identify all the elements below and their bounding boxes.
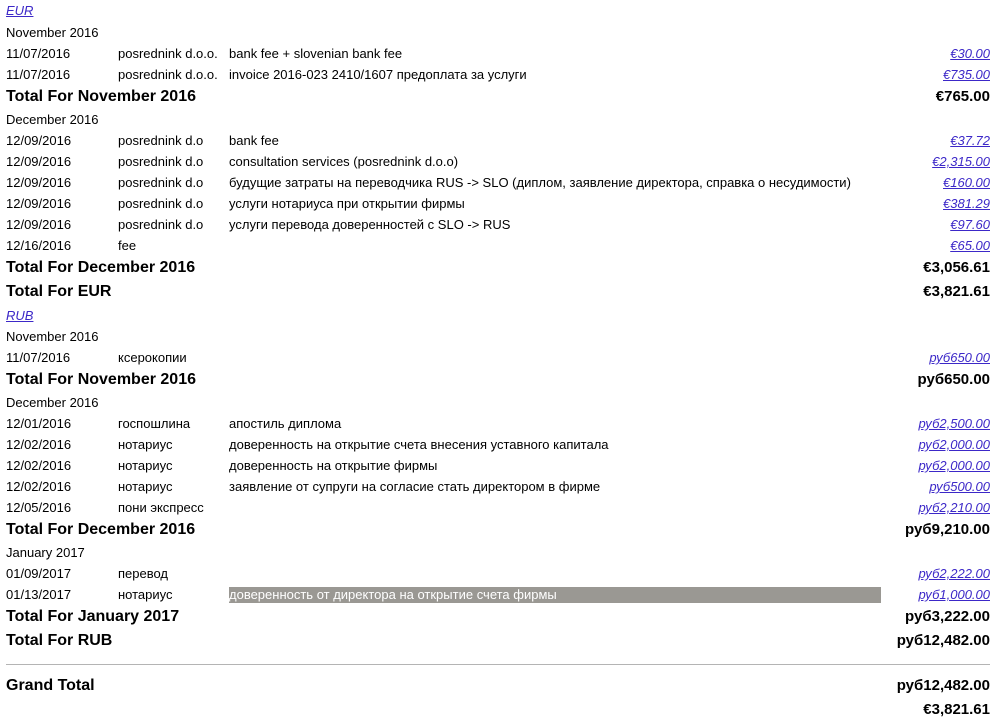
row-date: 12/09/2016	[6, 175, 72, 190]
subtotal-amount: руб650.00	[917, 371, 990, 388]
month-header	[6, 109, 990, 130]
subtotal-amount: €3,056.61	[923, 259, 990, 276]
grand-total-label: Grand Total	[6, 677, 95, 694]
row-memo: доверенность на открытие фирмы	[229, 458, 438, 473]
currency-link-rub[interactable]: RUB	[6, 308, 34, 323]
table-row	[6, 193, 990, 214]
month-header	[6, 326, 990, 347]
row-amount-link[interactable]: руб500.00	[929, 479, 990, 494]
row-memo: будущие затраты на переводчика RUS -> SLO (диплом, заявление директора, справка о несудимости)	[229, 175, 851, 190]
row-payee: posrednink d.o	[118, 175, 204, 190]
row-date: 12/09/2016	[6, 217, 72, 232]
row-memo: bank fee	[229, 133, 279, 148]
table-row	[6, 64, 990, 85]
table-row	[6, 584, 990, 605]
month-label: January 2017	[6, 545, 85, 560]
row-memo: услуги нотариуса при открытии фирмы	[229, 196, 465, 211]
row-amount-link[interactable]: €2,315.00	[932, 154, 990, 169]
row-amount-link[interactable]: руб2,000.00	[918, 437, 990, 452]
month-label: December 2016	[6, 112, 99, 127]
table-row	[6, 497, 990, 518]
row-payee: posrednink d.o	[118, 154, 204, 169]
row-payee: нотариус	[118, 479, 173, 494]
table-row	[6, 347, 990, 368]
row-amount-link[interactable]: руб2,500.00	[918, 416, 990, 431]
row-amount-link[interactable]: руб1,000.00	[918, 587, 990, 602]
currency-link-eur[interactable]: EUR	[6, 3, 34, 18]
currency-total-label: Total For EUR	[6, 283, 112, 300]
table-row	[6, 563, 990, 584]
row-payee: posrednink d.o	[118, 196, 204, 211]
subtotal-amount: руб9,210.00	[905, 521, 990, 538]
row-payee: нотариус	[118, 587, 173, 602]
row-amount-link[interactable]: €735.00	[943, 67, 990, 82]
row-date: 12/09/2016	[6, 133, 72, 148]
row-payee: нотариус	[118, 458, 173, 473]
row-date: 12/02/2016	[6, 437, 72, 452]
row-payee: ксерокопии	[118, 350, 187, 365]
currency-total-row	[6, 629, 990, 653]
row-date: 12/16/2016	[6, 238, 72, 253]
row-date: 01/13/2017	[6, 587, 72, 602]
row-payee: fee	[118, 238, 137, 253]
table-row	[6, 43, 990, 64]
table-row	[6, 434, 990, 455]
row-payee: госпошлина	[118, 416, 191, 431]
table-row	[6, 130, 990, 151]
subtotal-label: Total For December 2016	[6, 259, 196, 276]
row-payee: posrednink d.o	[118, 133, 204, 148]
row-date: 12/02/2016	[6, 458, 72, 473]
row-amount-link[interactable]: руб2,222.00	[918, 566, 990, 581]
row-amount-link[interactable]: €160.00	[943, 175, 990, 190]
table-row	[6, 172, 990, 193]
row-amount-link[interactable]: €30.00	[950, 46, 990, 61]
row-memo: consultation services (posrednink d.o.o)	[229, 154, 459, 169]
row-amount-link[interactable]: руб2,000.00	[918, 458, 990, 473]
row-memo: заявление от супруги на согласие стать директором в фирме	[229, 479, 601, 494]
row-memo: invoice 2016-023 2410/1607 предоплата за услуги	[229, 67, 527, 82]
row-memo-selected[interactable]	[229, 584, 881, 605]
subtotal-row	[6, 256, 990, 280]
subtotal-row	[6, 518, 990, 542]
currency-total-label: Total For RUB	[6, 632, 113, 649]
subtotal-label: Total For December 2016	[6, 521, 196, 538]
month-label: November 2016	[6, 329, 99, 344]
row-amount-link[interactable]: €381.29	[943, 196, 990, 211]
row-amount-link[interactable]: руб2,210.00	[918, 500, 990, 515]
row-date: 11/07/2016	[6, 67, 71, 82]
subtotal-row	[6, 85, 990, 109]
row-date: 01/09/2017	[6, 566, 72, 581]
row-memo: доверенность на открытие счета внесения уставного капитала	[229, 437, 609, 452]
currency-total-amount: €3,821.61	[923, 283, 990, 300]
month-label: November 2016	[6, 25, 99, 40]
grand-total-row	[6, 674, 990, 698]
grand-total-row-eur	[6, 698, 990, 722]
row-amount-link[interactable]: €65.00	[950, 238, 990, 253]
grand-total-eur: €3,821.61	[923, 701, 990, 718]
row-date: 12/02/2016	[6, 479, 72, 494]
report	[6, 0, 990, 653]
grand-total	[6, 674, 990, 724]
subtotal-label: Total For November 2016	[6, 371, 196, 388]
row-payee: перевод	[118, 566, 169, 581]
table-row	[6, 476, 990, 497]
row-amount-link[interactable]: руб650.00	[929, 350, 990, 365]
table-row	[6, 151, 990, 172]
selected-memo-text[interactable]: доверенность от директора на открытие счета фирмы	[229, 587, 881, 603]
table-row	[6, 413, 990, 434]
row-payee: posrednink d.o.o.	[118, 67, 218, 82]
row-payee: нотариус	[118, 437, 173, 452]
month-header	[6, 22, 990, 43]
subtotal-label: Total For January 2017	[6, 608, 180, 625]
subtotal-label: Total For November 2016	[6, 88, 196, 105]
row-date: 12/09/2016	[6, 154, 72, 169]
row-amount-link[interactable]: €97.60	[950, 217, 990, 232]
grand-total-rub: руб12,482.00	[896, 677, 990, 694]
table-row	[6, 235, 990, 256]
row-payee: posrednink d.o.o.	[118, 46, 218, 61]
month-header	[6, 392, 990, 413]
subtotal-row	[6, 605, 990, 629]
month-header	[6, 542, 990, 563]
row-payee: posrednink d.o	[118, 217, 204, 232]
row-amount-link[interactable]: €37.72	[950, 133, 990, 148]
row-date: 12/01/2016	[6, 416, 72, 431]
currency-total-amount: руб12,482.00	[896, 632, 990, 649]
row-memo: апостиль диплома	[229, 416, 342, 431]
currency-header-eur	[6, 0, 990, 21]
row-date: 12/05/2016	[6, 500, 72, 515]
subtotal-row	[6, 368, 990, 392]
table-row	[6, 455, 990, 476]
row-date: 11/07/2016	[6, 46, 71, 61]
subtotal-amount: €765.00	[935, 88, 990, 105]
table-row	[6, 214, 990, 235]
divider	[6, 664, 990, 665]
month-label: December 2016	[6, 395, 99, 410]
currency-total-row	[6, 280, 990, 304]
currency-header-rub	[6, 304, 990, 326]
row-date: 11/07/2016	[6, 350, 71, 365]
row-date: 12/09/2016	[6, 196, 72, 211]
subtotal-amount: руб3,222.00	[905, 608, 990, 625]
row-memo: bank fee + slovenian bank fee	[229, 46, 403, 61]
row-memo: услуги перевода доверенностей с SLO -> RUS	[229, 217, 511, 232]
row-payee: пони экспресс	[118, 500, 204, 515]
